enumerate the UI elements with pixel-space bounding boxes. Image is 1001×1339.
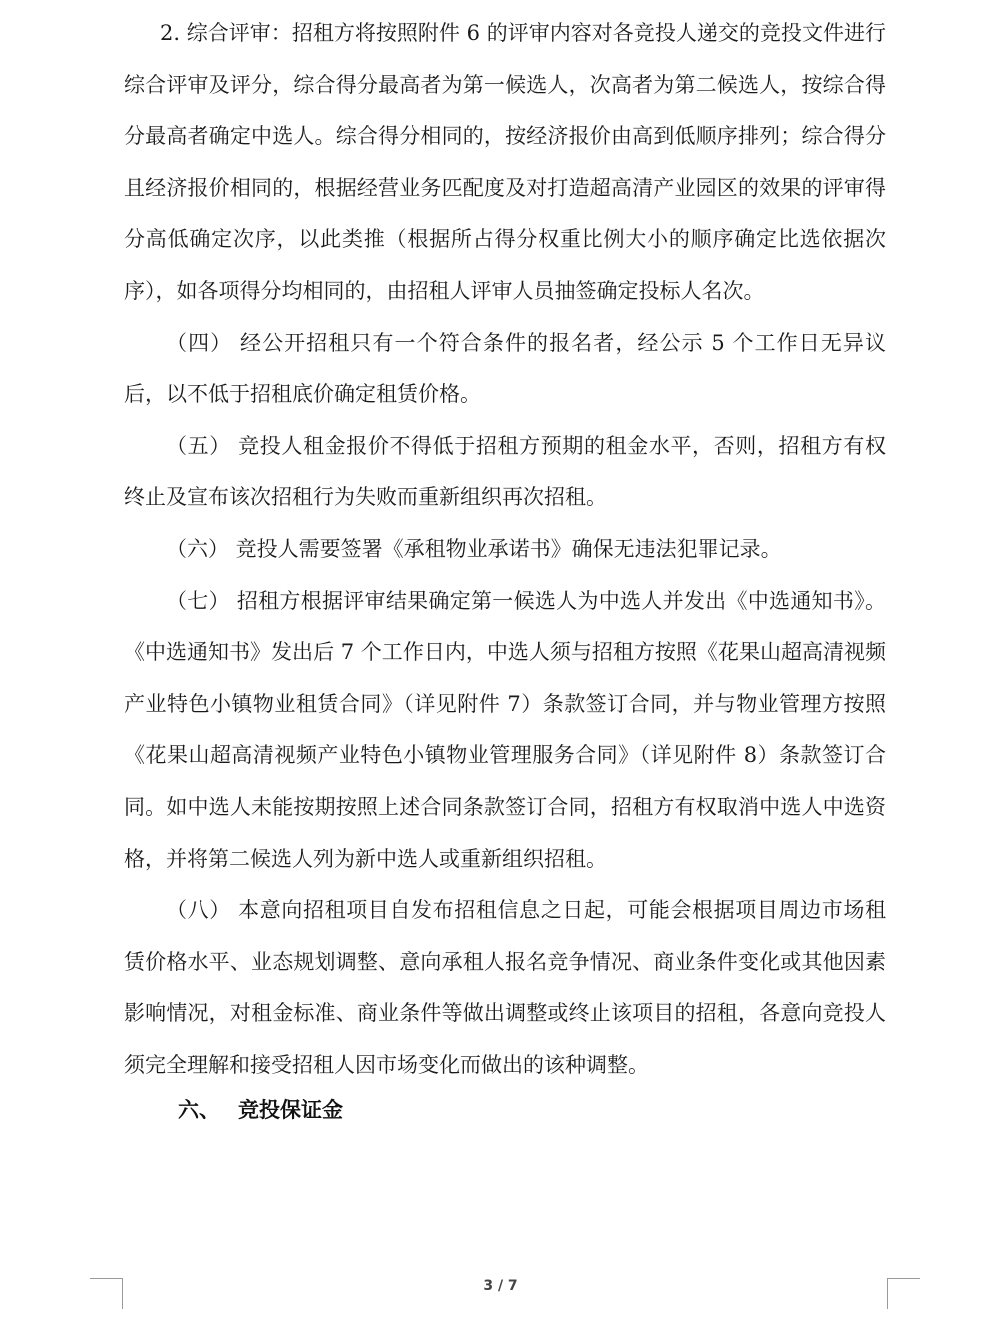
paragraph-item-5: （五） 竞投人租金报价不得低于招租方预期的租金水平，否则，招租方有权终止及宣布该次招租行为失败而重新组织再次招租。	[124, 433, 886, 510]
section-title: 竞投保证金	[238, 1098, 343, 1122]
paragraph-item-6: （六） 竞投人需要签署《承租物业承诺书》确保无违法犯罪记录。	[166, 536, 782, 561]
section-heading	[178, 1088, 343, 1132]
document-body	[124, 8, 886, 1091]
paragraph-item-4: （四） 经公开招租只有一个符合条件的报名者，经公示 5 个工作日无异议后，以不低于招租底价确定租赁价格。	[124, 330, 886, 407]
page-number: 3 / 7	[483, 1278, 518, 1294]
paragraph-item-7: （七） 招租方根据评审结果确定第一候选人为中选人并发出《中选通知书》。《中选通知书》发出后 7 个工作日内，中选人须与招租方按照《花果山超高清视频产业特色小镇物业租赁合同》（详见附件 7）条款签订合同，并与物业管理方按照《花果山超高清视频产业特色小镇物业管理服务合同》（详见附件 8）条款签订合同。如中选人未能按期按照上述合同条款签订合同，招租方有权取消中选人中选资格，并将第二候选人列为新中选人或重新组织招租。	[124, 588, 886, 871]
paragraph-item-8: （八） 本意向招租项目自发布招租信息之日起，可能会根据项目周边市场租赁价格水平、业态规划调整、意向承租人报名竞争情况、商业条件变化或其他因素影响情况，对租金标准、商业条件等做出调整或终止该项目的招租，各意向竞投人须完全理解和接受招租人因市场变化而做出的该种调整。	[124, 898, 886, 1077]
section-number: 六、	[178, 1098, 220, 1122]
paragraph-comprehensive-review: 2. 综合评审：招租方将按照附件 6 的评审内容对各竞投人递交的竞投文件进行综合评审及评分，综合得分最高者为第一候选人，次高者为第二候选人，按综合得分最高者确定中选人。综合得分相同的，按经济报价由高到低顺序排列；综合得分且经济报价相同的，根据经营业务匹配度及对打造超高清产业园区的效果的评审得分高低确定次序，以此类推（根据所占得分权重比例大小的顺序确定比选依据次序），如各项得分均相同的，由招租人评审人员抽签确定投标人名次。	[124, 21, 886, 303]
